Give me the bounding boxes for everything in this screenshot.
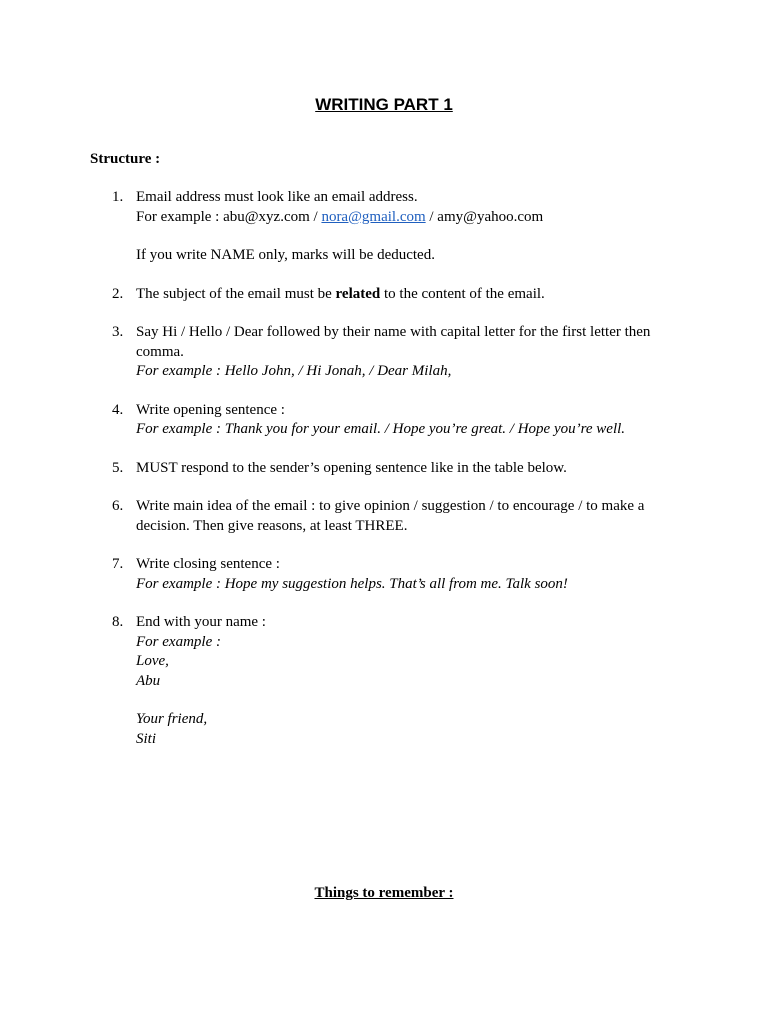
item-text-part: The subject of the email must be [136,285,336,302]
example-text: / amy@yahoo.com [425,208,544,225]
item-text: End with your name : [136,614,266,630]
item-example: For example : [136,633,221,650]
list-item [0,285,768,305]
item-body [136,401,684,440]
signoff-name: Abu [136,672,161,689]
things-to-remember-heading: Things to remember : [314,885,454,901]
item-text-part: to the content of the email. [380,285,545,302]
item-body [136,497,684,536]
list-item [0,188,768,266]
item-emphasis: related [335,285,381,302]
item-example: For example : Hope my suggestion helps. That’s all from me. Talk soon! [136,575,568,592]
list-item [0,323,768,382]
item-text: Email address must look like an email address. [136,189,418,205]
signoff-line: Love, [136,653,169,669]
item-body [136,459,684,479]
item-text [136,285,684,305]
item-example [136,208,684,228]
item-number: 8. [112,614,124,630]
item-number: 1. [112,189,124,205]
signoff-line: Your friend, [136,711,208,727]
example-text: For example : abu@xyz.com / [136,208,322,225]
item-text: Write opening sentence : [136,401,285,418]
item-body [136,613,684,749]
item-note: If you write NAME only, marks will be deducted. [136,247,435,263]
list-item [0,555,768,594]
item-number: 6. [112,498,124,514]
list-item [0,613,768,749]
item-example: For example : Thank you for your email. / Hope you’re great. / Hope you’re well. [136,421,626,437]
page-title: WRITING PART 1 [315,95,453,114]
item-text: Say Hi / Hello / Dear followed by their name with capital letter for the first letter then comma. [136,324,651,360]
item-text: Write closing sentence : [136,556,280,572]
list-item [0,401,768,440]
list-item [0,459,768,479]
item-body [136,323,684,382]
structure-list [0,188,768,768]
item-number: 4. [112,401,124,418]
item-text: Write main idea of the email : to give opinion / suggestion / to encourage / to make a decision. Then give reasons, at least THREE. [136,498,645,534]
structure-heading: Structure : [90,151,161,167]
item-number: 3. [112,324,124,340]
email-link[interactable]: nora@gmail.com [321,208,426,225]
item-body [136,188,684,266]
item-body [136,285,684,305]
item-number: 2. [112,285,124,302]
item-text: MUST respond to the sender’s opening sentence like in the table below. [136,459,567,476]
signoff-name: Siti [136,730,157,747]
item-number: 7. [112,556,124,572]
item-number: 5. [112,459,124,476]
list-item [0,497,768,536]
item-body [136,555,684,594]
item-example: For example : Hello John, / Hi Jonah, / Dear Milah, [136,363,452,379]
